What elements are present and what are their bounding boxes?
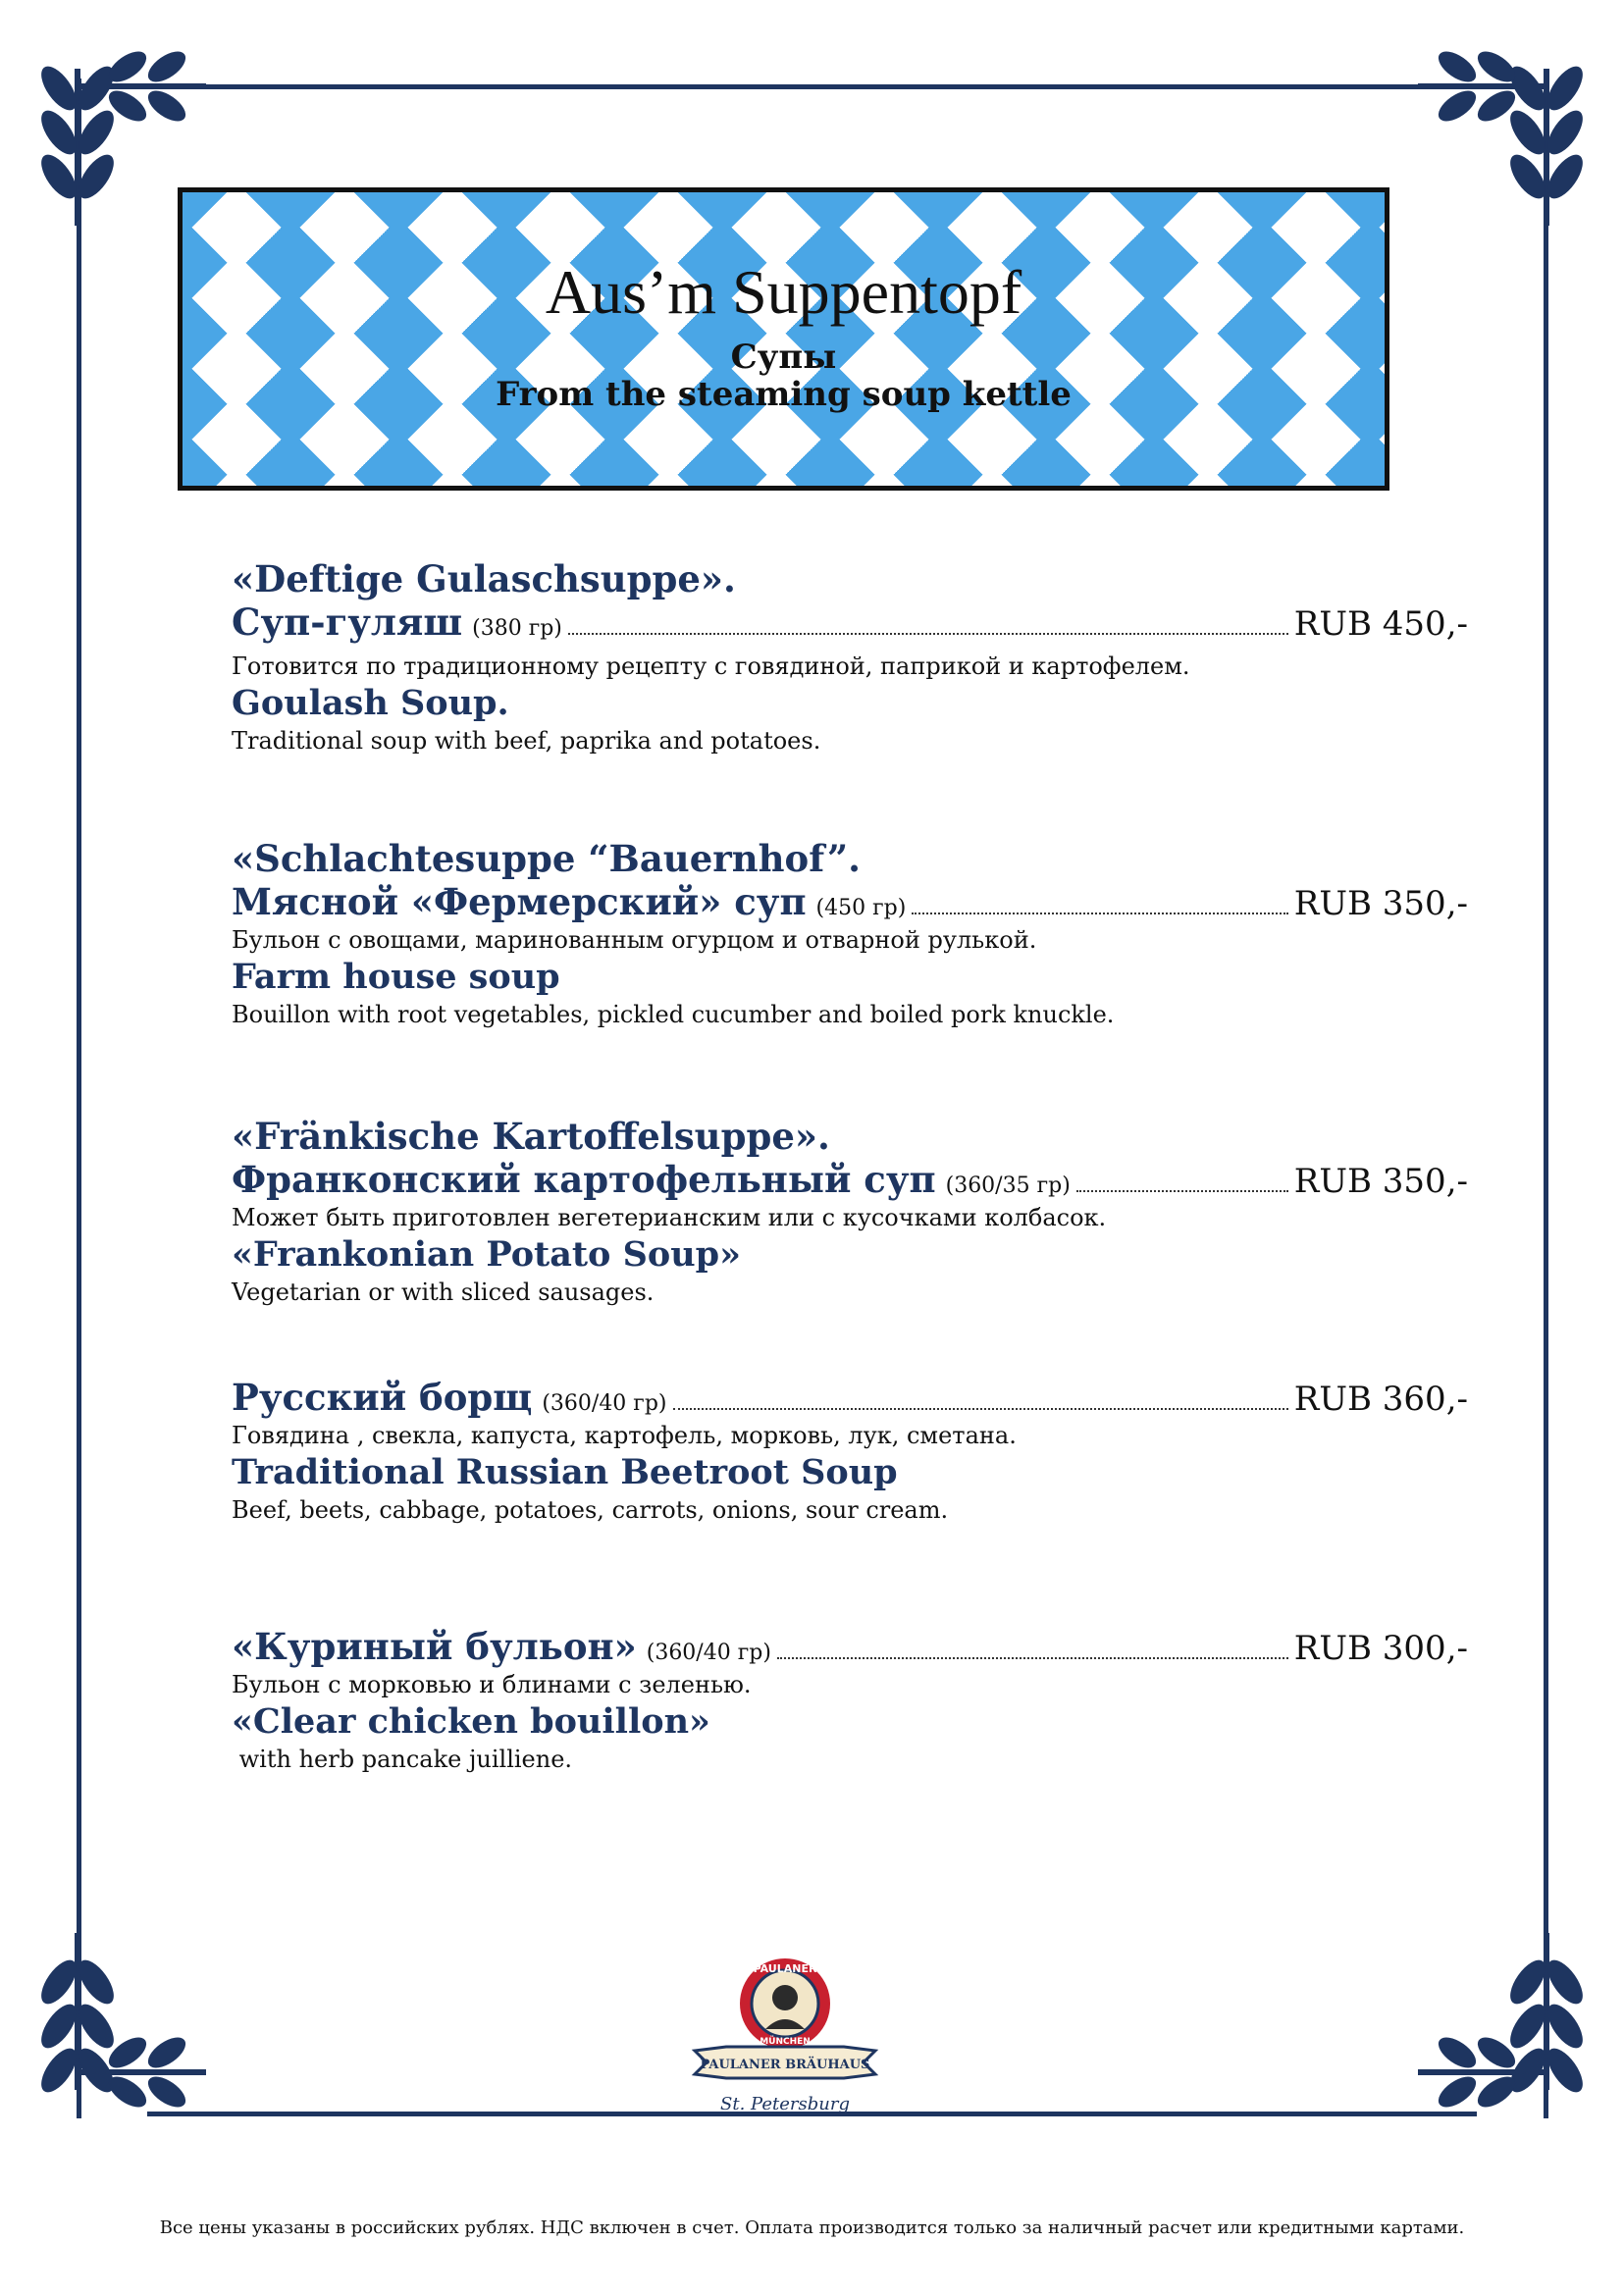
menu-item-chicken-bouillon [232, 1625, 1468, 1776]
item-russian-name: Русский борщ [232, 1376, 533, 1419]
item-weight: (360/40 гр) [542, 1391, 667, 1416]
item-price: RUB 350,- [1293, 1162, 1468, 1201]
menu-item-potato-soup [232, 1115, 1468, 1309]
frame-right-line [1544, 78, 1548, 2118]
item-price-row [232, 880, 1468, 923]
dot-leader [912, 913, 1287, 914]
frame-left-line [77, 78, 81, 2118]
wheat-ornament-icon [1408, 1913, 1604, 2129]
item-russian-description: Бульон с овощами, маринованным огурцом и отварной рулькой. [232, 926, 1037, 954]
menu-item-borscht [232, 1376, 1468, 1527]
item-german-name: «Schlachtesuppe “Bauernhof”. [232, 837, 862, 880]
item-russian-name: «Куриный бульон» [232, 1625, 637, 1668]
menu-item-farm-soup [232, 837, 1468, 1031]
item-german-name: «Deftige Gulaschsuppe». [232, 557, 736, 600]
footer-note: Все цены указаны в российских рублях. НДС включен в счет. Оплата производится только за наличный расчет или кредитными картами. [159, 2217, 1465, 2238]
item-english-description: Bouillon with root vegetables, pickled cucumber and boiled pork knuckle. [232, 1001, 1115, 1028]
item-english-name: «Clear chicken bouillon» [232, 1701, 710, 1742]
item-english-name: «Frankonian Potato Soup» [232, 1234, 742, 1275]
item-weight: (360/35 гр) [945, 1174, 1071, 1198]
subtitle-ru: Супы [730, 338, 837, 377]
item-english-description: Traditional soup with beef, paprika and potatoes. [232, 727, 821, 755]
item-weight: (360/40 гр) [646, 1641, 771, 1665]
item-price-row [232, 1376, 1468, 1419]
item-russian-description: Бульон с морковью и блинами с зеленью. [232, 1671, 752, 1698]
item-russian-name: Мясной «Фермерский» суп [232, 880, 807, 923]
item-price-row [232, 1625, 1468, 1668]
item-german-name: «Fränkische Kartoffelsuppe». [232, 1115, 830, 1158]
item-russian-name: Франконский картофельный суп [232, 1158, 936, 1201]
item-english-name: Farm house soup [232, 957, 560, 997]
wheat-ornament-icon [1408, 29, 1604, 245]
dot-leader [673, 1408, 1288, 1410]
item-price: RUB 300,- [1293, 1629, 1468, 1668]
item-russian-description: Говядина , свекла, капуста, картофель, морковь, лук, сметана. [232, 1422, 1017, 1449]
item-weight: (380 гр) [472, 616, 562, 641]
dot-leader [777, 1657, 1288, 1659]
dot-leader [1076, 1190, 1288, 1192]
item-price: RUB 360,- [1293, 1380, 1468, 1419]
bavarian-banner [178, 187, 1389, 491]
item-russian-description: Готовится по традиционному рецепту с говядиной, паприкой и картофелем. [232, 652, 1190, 680]
page-title: Aus’m Suppentopf [545, 257, 1022, 327]
logo-top-text: PAULANER [753, 1962, 817, 1975]
item-price: RUB 450,- [1293, 604, 1468, 644]
menu-item-goulash [232, 557, 1468, 757]
dot-leader [568, 633, 1288, 635]
logo-city-text: St. Petersburg [720, 2094, 850, 2114]
item-russian-name: Суп-гуляш [232, 600, 463, 644]
subtitle-en: From the steaming soup kettle [496, 375, 1072, 414]
item-price-row [232, 1158, 1468, 1201]
item-english-name: Goulash Soup. [232, 683, 509, 723]
item-price: RUB 350,- [1293, 884, 1468, 923]
wheat-ornament-icon [20, 1913, 216, 2129]
paulaner-logo-icon [687, 1953, 883, 2124]
logo-ribbon-text: PAULANER BRÄUHAUS [700, 2058, 870, 2072]
item-english-description: Beef, beets, cabbage, potatoes, carrots, onions, sour cream. [232, 1496, 949, 1524]
item-english-description: Vegetarian or with sliced sausages. [232, 1278, 655, 1306]
logo-ring-text: MÜNCHEN [760, 2037, 811, 2047]
frame-top-line [147, 84, 1477, 89]
item-english-description: with herb pancake juilliene. [232, 1746, 573, 1773]
item-russian-description: Может быть приготовлен вегетерианским или с кусочками колбасок. [232, 1204, 1107, 1231]
item-english-name: Traditional Russian Beetroot Soup [232, 1452, 898, 1492]
item-price-row [232, 600, 1468, 644]
item-weight: (450 гр) [815, 896, 907, 920]
